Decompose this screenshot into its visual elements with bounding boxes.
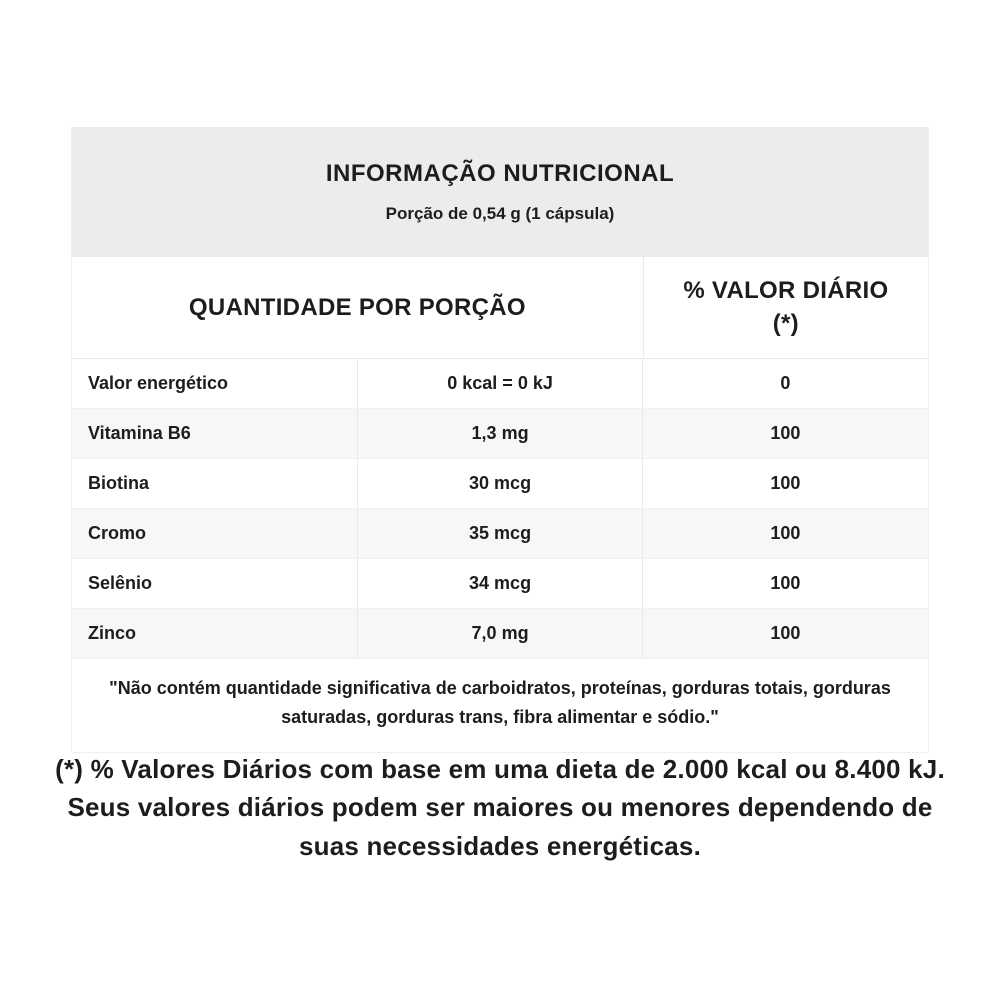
table-row <box>72 609 928 659</box>
insignificant-amounts-note: "Não contém quantidade significativa de carboidratos, proteínas, gorduras totais, gorduras saturadas, gorduras trans, fibra alimentar e sódio." <box>109 678 891 727</box>
nutrient-name: Valor energético <box>88 373 229 393</box>
nutrition-table <box>71 257 929 753</box>
nutrient-daily-value: 100 <box>770 573 801 593</box>
column-header-amount: QUANTIDADE POR PORÇÃO <box>188 293 526 321</box>
nutrient-daily-value: 0 <box>780 373 791 393</box>
nutrient-name: Selênio <box>88 573 153 593</box>
column-header-daily-value-line2: (*) <box>772 309 799 337</box>
column-header-daily-value <box>643 257 928 358</box>
nutrient-daily-value: 100 <box>770 473 801 493</box>
nutrition-label <box>71 127 929 753</box>
nutrient-amount: 1,3 mg <box>357 409 642 458</box>
nutrient-amount: 7,0 mg <box>357 609 642 658</box>
nutrient-amount: 0 kcal = 0 kJ <box>357 359 642 408</box>
nutrient-amount: 34 mcg <box>357 559 642 608</box>
table-row <box>72 359 928 409</box>
table-body <box>72 359 928 659</box>
label-title: INFORMAÇÃO NUTRICIONAL <box>325 160 675 187</box>
nutrient-daily-value: 100 <box>770 623 801 643</box>
table-header-row <box>72 257 928 359</box>
table-row <box>72 409 928 459</box>
nutrient-name: Biotina <box>88 473 149 493</box>
daily-values-footnote: (*) % Valores Diários com base em uma dieta de 2.000 kcal ou 8.400 kJ. Seus valores diários podem ser maiores ou menores dependendo de suas necessidades energéticas. <box>55 754 945 861</box>
title-block <box>71 127 929 257</box>
nutrient-amount: 35 mcg <box>357 509 642 558</box>
nutrient-name: Zinco <box>88 623 136 643</box>
table-row <box>72 509 928 559</box>
nutrient-daily-value: 100 <box>770 523 801 543</box>
nutrient-amount: 30 mcg <box>357 459 642 508</box>
nutrient-daily-value: 100 <box>770 423 801 443</box>
table-row <box>72 559 928 609</box>
column-header-daily-value-line1: % VALOR DIÁRIO <box>683 277 889 305</box>
table-row <box>72 459 928 509</box>
serving-size: Porção de 0,54 g (1 cápsula) <box>385 204 615 223</box>
nutrient-name: Vitamina B6 <box>88 423 191 443</box>
nutrient-name: Cromo <box>88 523 146 543</box>
